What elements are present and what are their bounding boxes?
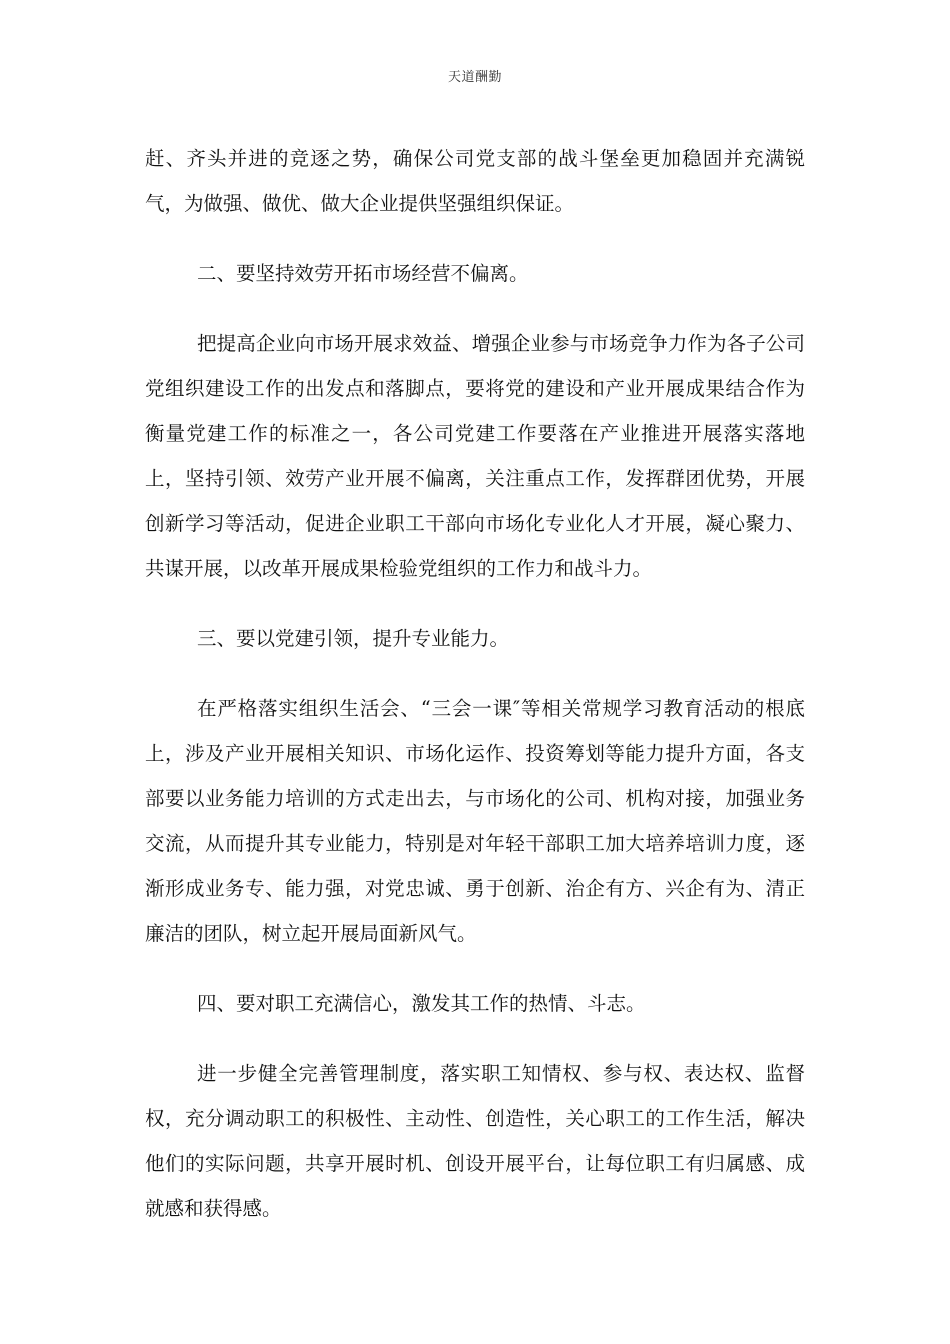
paragraph-section-2: 把提高企业向市场开展求效益、增强企业参与市场竞争力作为各子公司党组织建设工作的出发点和落脚点，要将党的建设和产业开展成果结合作为衡量党建工作的标准之一，各公司党建工作要落在产业推进开展落实落地上，坚持引领、效劳产业开展不偏离，关注重点工作，发挥群团优势，开展创新学习等活动，促进企业职工干部向市场化专业化人才开展，凝心聚力、共谋开展，以改革开展成果检验党组织的工作力和战斗力。 [145,332,805,580]
paragraph-continuation: 赶、齐头并进的竞逐之势，确保公司党支部的战斗堡垒更加稳固并充满锐气，为做强、做优、做大企业提供坚强组织保证。 [145,147,805,215]
paragraph-gap [145,661,805,686]
paragraph-gap [145,591,805,616]
paragraph-section-4: 进一步健全完善管理制度，落实职工知情权、参与权、表达权、监督权，充分调动职工的积极性、主动性、创造性，关心职工的工作生活，解决他们的实际问题，共享开展时机、创设开展平台，让每位职工有归属感、成就感和获得感。 [145,1062,805,1220]
paragraph-gap [145,956,805,981]
paragraph-gap [145,1026,805,1051]
page-header: 天道酬勤 [447,70,502,85]
section-heading-2: 二、要坚持效劳开拓市场经营不偏离。 [197,262,529,285]
document-body [145,136,805,1231]
section-heading-3: 三、要以党建引领，提升专业能力。 [197,627,510,650]
paragraph-gap [145,296,805,321]
paragraph-section-3: 在严格落实组织生活会、“三会一课″等相关常规学习教育活动的根底上，涉及产业开展相关知识、市场化运作、投资筹划等能力提升方面，各支部要以业务能力培训的方式走出去，与市场化的公司、机构对接，加强业务交流，从而提升其专业能力，特别是对年轻干部职工加大培养培训力度，逐渐形成业务专、能力强，对党忠诚、勇于创新、治企有方、兴企有为、清正廉洁的团队，树立起开展局面新风气。 [145,697,805,945]
paragraph-gap [145,226,805,251]
section-heading-4: 四、要对职工充满信心，激发其工作的热情、斗志。 [197,992,646,1015]
